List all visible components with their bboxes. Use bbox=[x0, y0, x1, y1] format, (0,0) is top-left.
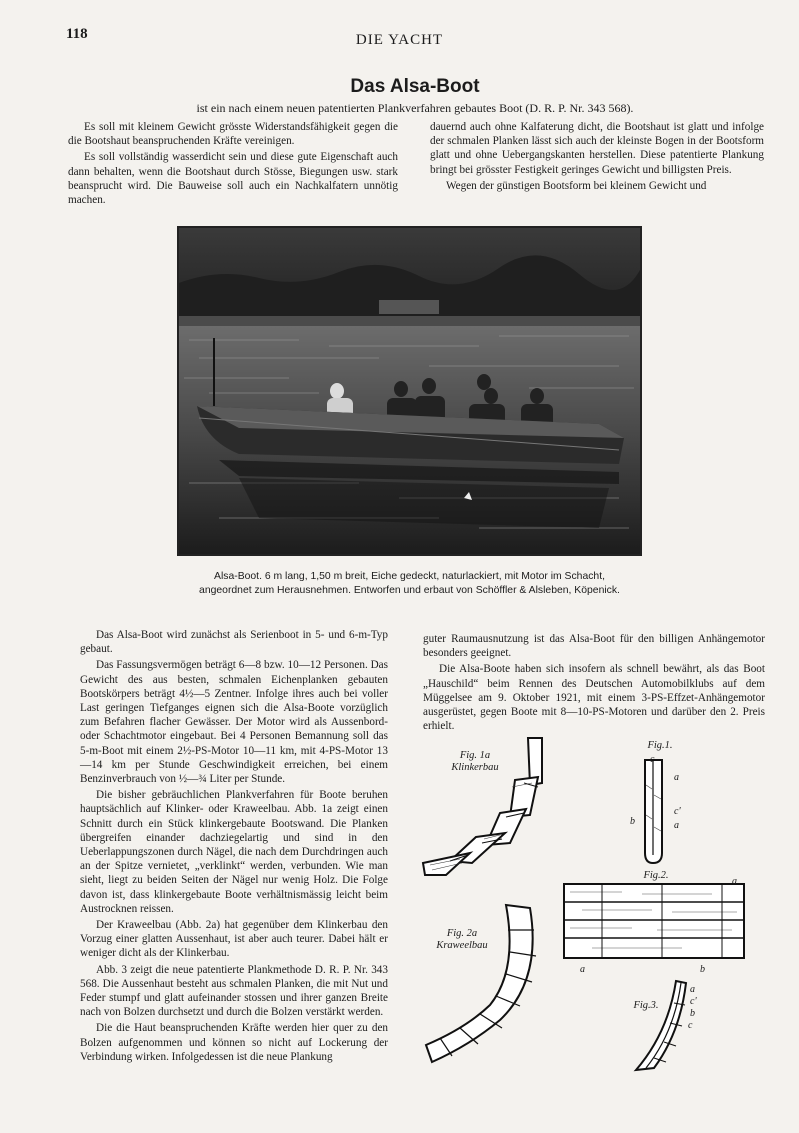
paragraph: Das Alsa-Boot wird zunächst als Serienboot in 5- und 6-m-Typ gebaut. bbox=[80, 629, 388, 656]
paragraph: Die Alsa-Boote haben sich insofern als schnell bewährt, als das Boot „Hauschild“ beim Rennen des Deutschen Automobilklubs auf dem Müggelsee am 9. Oktober 1921, mit einem 3-PS-Effzet-Anhängemotor ausgerüstet, gegen Boote mit 8—10-PS-Motoren und darüber den 2. Preis erhielt. bbox=[423, 663, 765, 733]
kraweelbau-diagram bbox=[420, 900, 550, 1070]
label-a: a bbox=[732, 876, 737, 887]
label-c: c bbox=[650, 754, 655, 765]
paragraph: Wegen der günstigen Bootsform bei kleinem Gewicht und bbox=[446, 179, 707, 192]
paragraph: Es soll mit kleinem Gewicht grösste Widerstandsfähigkeit gegen die die Bootshaut beanspruchenden Kräfte vereinigen. bbox=[68, 121, 398, 148]
paragraph: dauernd auch ohne Kalfaterung dicht, die Bootshaut ist glatt und infolge der schmalen Planken lässt sich auch der kleinste Bogen in der Bootsform glatt und ohne Uebergangskanten herstellen. Diese patentierte Plankung bringt bei grösster Festigkeit geringes Gewicht und billigsten Preis. bbox=[430, 121, 764, 176]
label-b: b bbox=[690, 1008, 695, 1019]
page-number: 118 bbox=[66, 26, 88, 42]
body-right-column bbox=[423, 632, 765, 735]
label-a: a bbox=[674, 820, 679, 831]
label-a: a bbox=[674, 772, 679, 783]
intro-left-column bbox=[68, 120, 398, 209]
label-c-prime: c' bbox=[690, 996, 697, 1007]
caption-line: angeordnet zum Herausnehmen. Entworfen und erbaut von Schöffler & Alsleben, Köpenick. bbox=[199, 585, 620, 596]
intro-right-column bbox=[430, 120, 764, 195]
paragraph: Es soll vollständig wasserdicht sein und diese gute Eigenschaft auch dann behalten, wenn die Bootshaut durch Stösse, Biegungen usw. stark beansprucht wird. Die Bauweise soll auch ein Nachkalfatern unnötig machen. bbox=[68, 151, 398, 207]
label-a: a bbox=[580, 964, 585, 975]
fig-1-plank-section bbox=[640, 755, 670, 867]
article-subtitle: ist ein nach einem neuen patentierten Plankverfahren gebautes Boot (D. R. P. Nr. 343 568). bbox=[196, 101, 634, 115]
label-c-prime: c' bbox=[674, 806, 681, 817]
photo-caption bbox=[182, 570, 637, 598]
label-c: c bbox=[688, 1020, 693, 1031]
paragraph: Der Kraweelbau (Abb. 2a) hat gegenüber dem Klinkerbau den Vorzug einer glatten Aussenhaut, ist aber auch teurer. Dabei hält er weniger dicht als der Klinkerbau. bbox=[80, 919, 388, 960]
paragraph: Die bisher gebräuchlichen Plankverfahren für Boote beruhen hauptsächlich auf Klinker- oder Kraweelbau. Abb. 1a zeigt einen Schnitt durch ein Stück klinkergebaute Bootswand. Die Planken übergreifen einander dachziegelartig und sind in den Ueberlappungszonen durch Nägel, die nach dem Durchdringen auch an der Spitze vernietet, „verklinkt“ werden, verbunden. Wie man sieht, liegt zu beiden Seiten der Nägel nur wenig Holz. Die Folge davon ist, dass klinkergebaute Boote verhältnismässig leicht beim Austrocknen reissen. bbox=[80, 789, 388, 915]
fig-1-label: Fig.1. bbox=[647, 740, 673, 751]
fig-3-label: Fig.3. bbox=[633, 1000, 659, 1011]
paragraph: Die die Haut beanspruchenden Kräfte werden hier quer zu den Bolzen aufgenommen und können so nicht auf Lockerung der Verbindung wirken. Infolgedessen ist die neue Plankung bbox=[80, 1022, 388, 1063]
label-b: b bbox=[700, 964, 705, 975]
caption-line: Alsa-Boot. 6 m lang, 1,50 m breit, Eiche gedeckt, naturlackiert, mit Motor im Schacht, bbox=[214, 571, 605, 582]
paragraph: Abb. 3 zeigt die neue patentierte Plankmethode D. R. P. Nr. 343 568. Die Aussenhaut besteht aus schmalen Planken, die mit Nut und Feder stumpf und glatt aufeinander stossen und ihrer ganzen Breite nach von Bolzen durchsetzt und durch die Bolzen verstärkt werden. bbox=[80, 963, 388, 1019]
fig-2a-label: Fig. 2a Kraweelbau bbox=[436, 928, 488, 951]
fig-2-label: Fig.2. bbox=[643, 870, 669, 881]
article-title: Das Alsa-Boot bbox=[350, 76, 480, 97]
body-left-column bbox=[80, 628, 388, 1066]
fig-1a-label: Fig. 1a Klinkerbau bbox=[451, 750, 499, 773]
klinkerbau-diagram bbox=[420, 735, 550, 880]
label-a: a bbox=[690, 984, 695, 995]
fig-3-plank-section bbox=[630, 978, 693, 1073]
fig-2-plank-panel bbox=[562, 880, 748, 962]
paragraph: guter Raumausnutzung ist das Alsa-Boot für den billigen Anhängemotor besonders geeignet. bbox=[423, 633, 765, 660]
paragraph: Das Fassungsvermögen beträgt 6—8 bzw. 10—12 Personen. Das Gewicht des aus besten, schmalen Eichenplanken gebauten Bootskörpers beträgt 4½—5 Zentner. Infolge ihres auch bei voller Last geringen Tiefganges eignen sich die Alsa-Boote vorzüglich zum Befahren flacher Gewässer. Der Motor wird als Aussenbord- oder Schachtmotor eingebaut. Bei 4 Personen Bemannung soll das 5-m-Boot mit einem 2½-PS-Motor 10—11 km, mit 4-PS-Motor 13—14 km per Stunde Geschwindigkeit erreichen, bei einem Benzinverbrauch von ½—¾ Liter per Stunde. bbox=[80, 659, 388, 786]
label-b: b bbox=[630, 816, 635, 827]
boat-photo-illustration bbox=[179, 228, 640, 554]
boat-photograph bbox=[177, 226, 642, 556]
running-head: DIE YACHT bbox=[355, 32, 444, 48]
